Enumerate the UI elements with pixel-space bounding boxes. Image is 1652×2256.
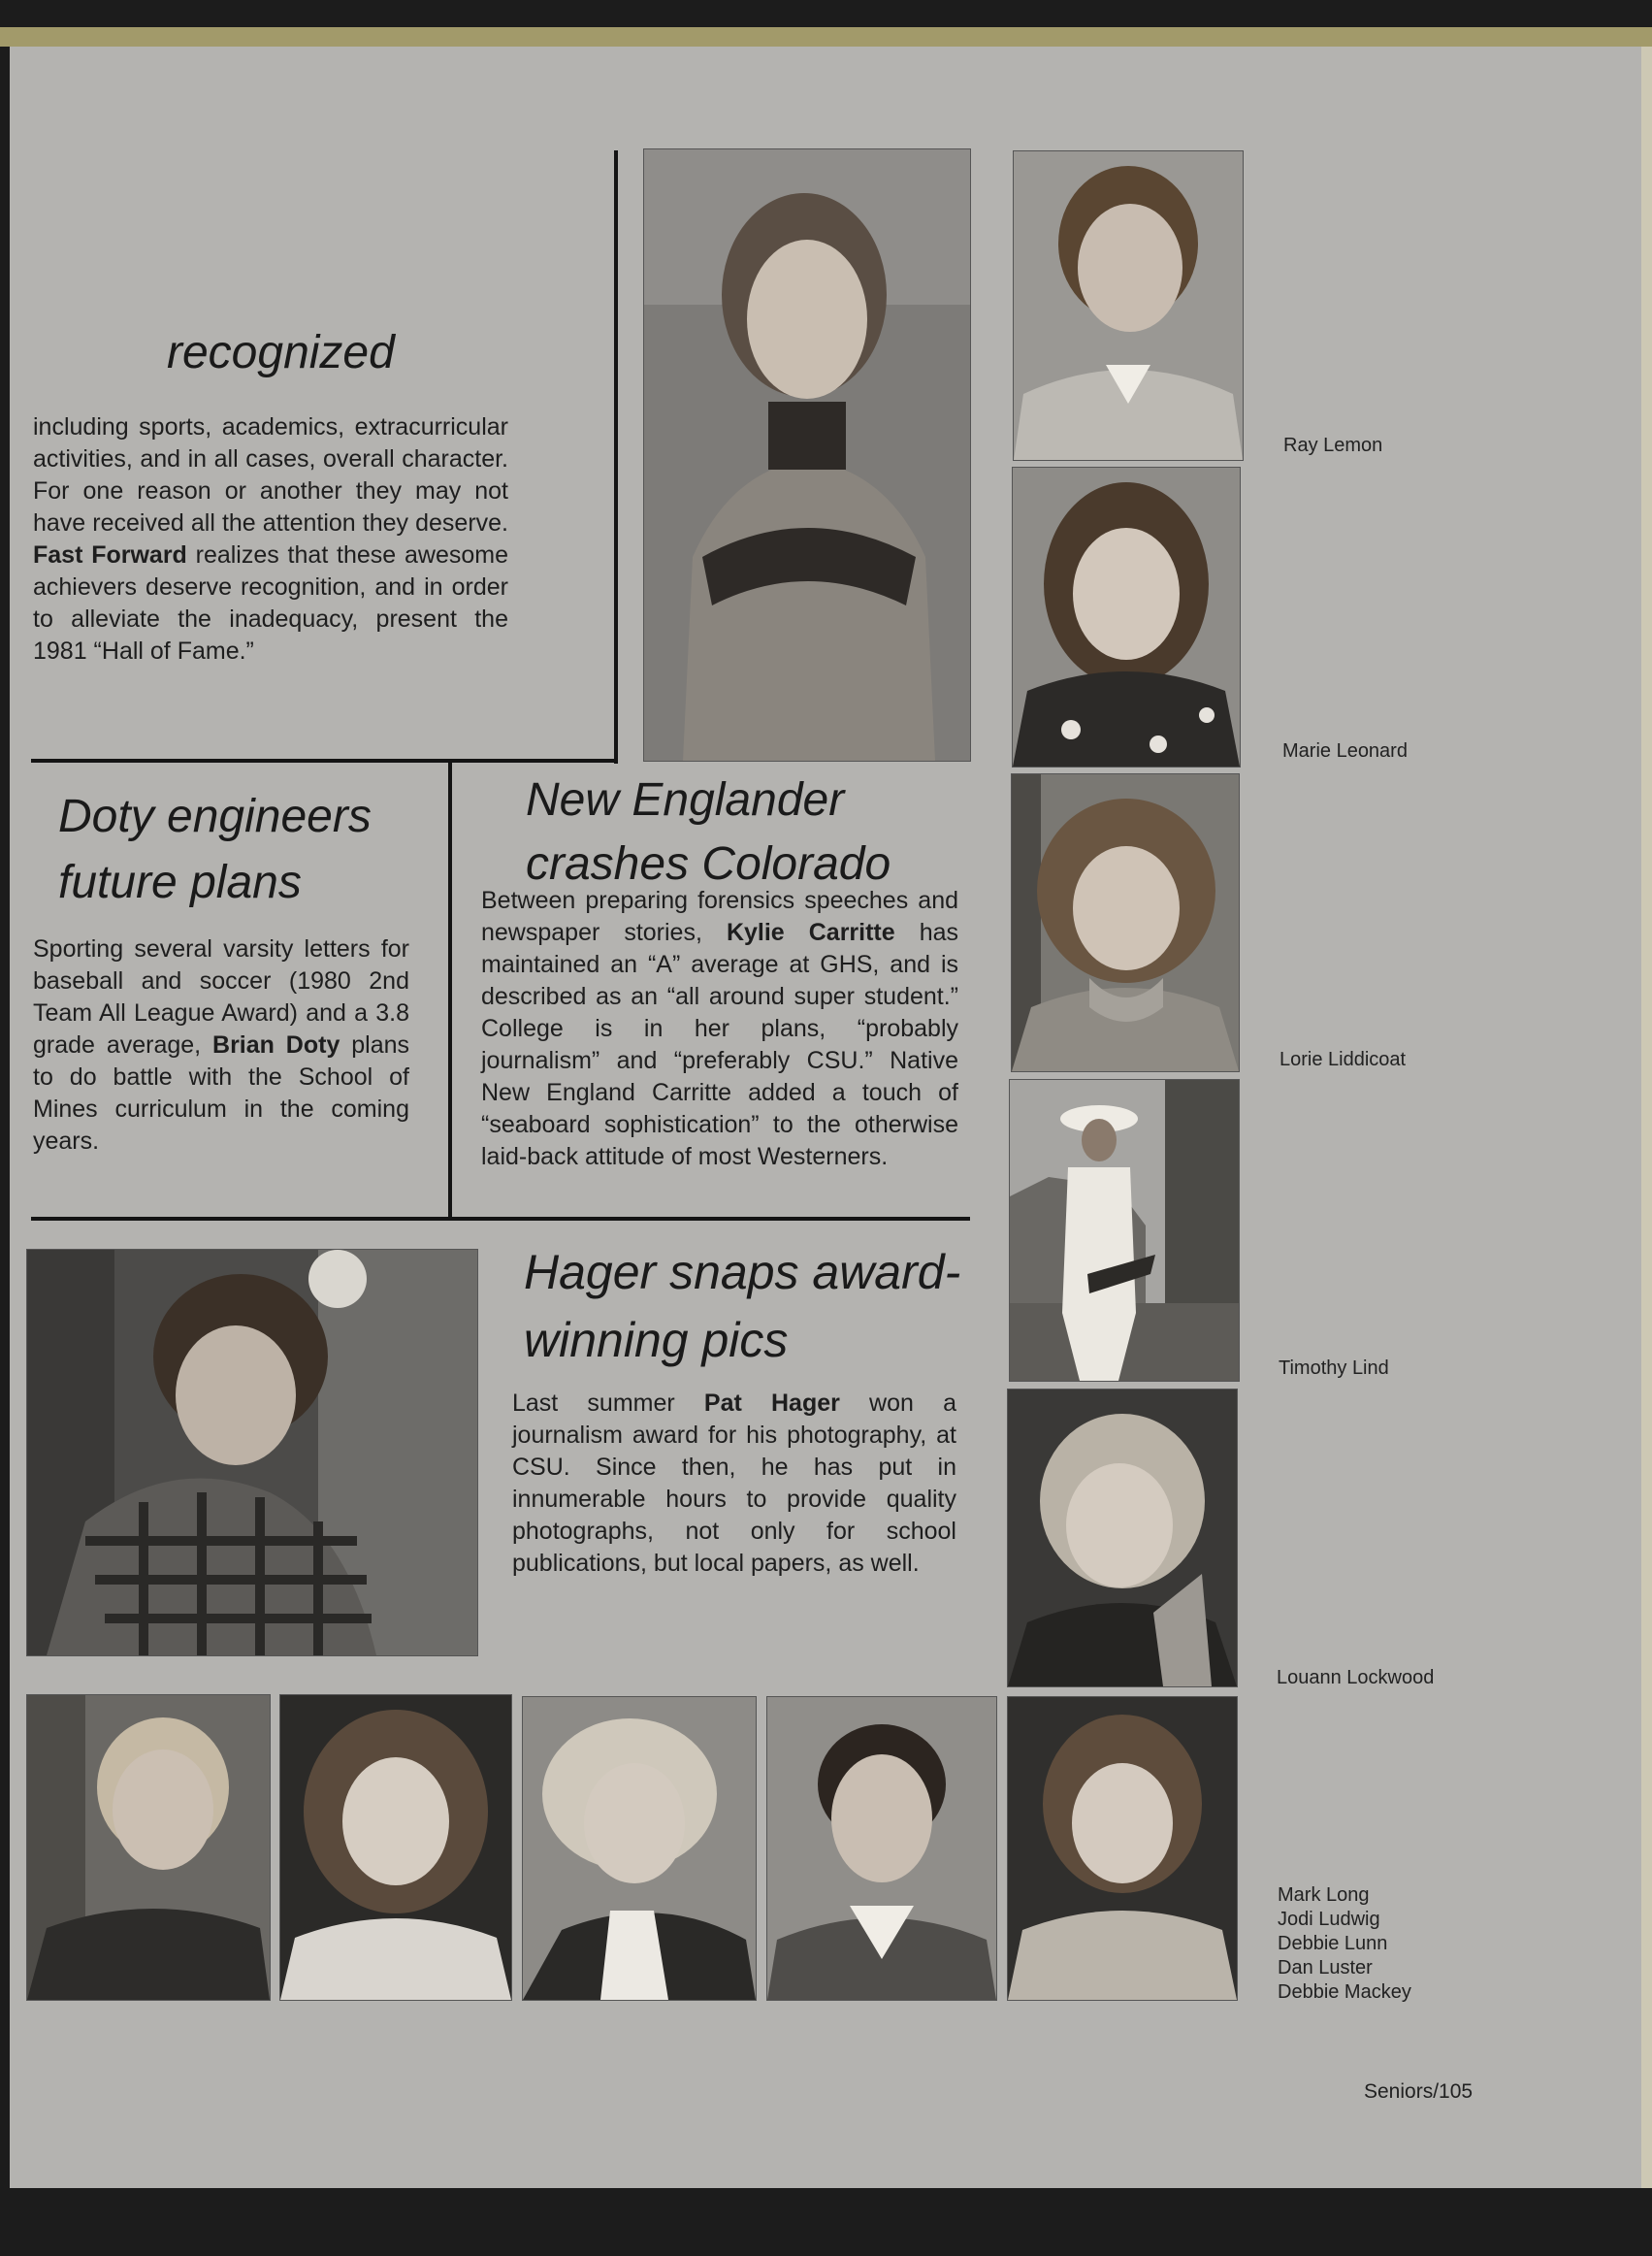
name-jodi-ludwig: Jodi Ludwig (1278, 1909, 1380, 1930)
name-debbie-lunn: Debbie Lunn (1278, 1933, 1388, 1954)
caption-lorie-liddicoat: Lorie Liddicoat (1279, 1049, 1407, 1070)
caption-louann-lockwood: Louann Lockwood (1277, 1667, 1435, 1688)
hager-text (512, 1388, 956, 1580)
photo-kylie-carritte (643, 148, 971, 762)
doty-title-line2: future plans (58, 857, 302, 908)
rule-doty-right (448, 763, 452, 1218)
doty-text-bold: Brian Doty (212, 1031, 340, 1059)
rule-intro-bottom (31, 759, 618, 763)
carritte-title (526, 768, 891, 897)
caption-marie-leonard: Marie Leonard (1282, 740, 1408, 762)
portrait-mark-long (26, 1694, 271, 2001)
intro-text-part1: including sports, academics, extracurricular activities, and in all cases, overall character. For one reason or another they may not have received all the attention they deserve. (33, 413, 508, 537)
hager-title-line2: winning pics (524, 1313, 789, 1367)
hager-title-line1: Hager snaps award- (524, 1245, 961, 1299)
carritte-text (481, 885, 958, 1173)
doty-title-line1: Doty engineers (58, 791, 372, 842)
doty-text-part2: plans to do battle with the School of Mines curriculum in the coming years. (33, 1031, 410, 1155)
intro-text-bold: Fast Forward (33, 541, 187, 569)
name-mark-long: Mark Long (1278, 1884, 1370, 1906)
photo-pat-hager (26, 1249, 478, 1656)
doty-text-part1: Sporting several varsity letters for baseball and soccer (1980 2nd Team All League Award) and a 3.8 grade average, (33, 935, 409, 1059)
intro-title: recognized (167, 327, 395, 378)
hager-text-part2: won a journalism award for his photography, at CSU. Since then, he has put in innumerable hours to provide quality photographs, not only for school publications, but local papers, as well. (512, 1390, 956, 1577)
portrait-timothy-lind (1009, 1079, 1240, 1382)
portrait-debbie-mackey (1007, 1696, 1238, 2001)
intro-text-part2: realizes that these awesome achievers deserve recognition, and in order to alleviate the inadequacy, present the 1981 “Hall of Fame.” (33, 541, 508, 665)
portrait-ray-lemon (1013, 150, 1244, 461)
carritte-text-bold: Kylie Carritte (726, 919, 895, 946)
doty-text (33, 933, 409, 1158)
page-right-edge (1641, 47, 1652, 2188)
name-dan-luster: Dan Luster (1278, 1957, 1373, 1978)
hager-title (524, 1238, 960, 1374)
carritte-text-part2: has maintained an “A” average at GHS, and is described as an “all around super student.” College is in her plans, “probably journalism” and “preferably CSU.” Native New England Carritte added a touch of “seaboard sophistication” to the otherwise laid-back attitude of most Westerners. (481, 919, 958, 1170)
name-debbie-mackey: Debbie Mackey (1278, 1981, 1411, 2003)
caption-timothy-lind: Timothy Lind (1279, 1357, 1389, 1379)
portrait-marie-leonard (1012, 467, 1241, 768)
page-top-edge (0, 27, 1652, 47)
portrait-debbie-lunn (522, 1696, 757, 2001)
hager-text-part1: Last summer (512, 1390, 675, 1417)
carritte-text-part1: Between preparing forensics speeches and newspaper stories, (481, 887, 958, 946)
portrait-louann-lockwood (1007, 1389, 1238, 1687)
bottom-row-names (1278, 1883, 1411, 2005)
portrait-dan-luster (766, 1696, 997, 2001)
doty-title (58, 784, 372, 916)
portrait-lorie-liddicoat (1011, 773, 1240, 1072)
hager-text-bold: Pat Hager (703, 1390, 840, 1417)
caption-ray-lemon: Ray Lemon (1283, 435, 1383, 456)
carritte-title-line2: crashes Colorado (526, 838, 891, 890)
page-footer: Seniors/105 (1364, 2080, 1474, 2103)
carritte-title-line1: New Englander (526, 774, 845, 826)
rule-mid-horizontal (31, 1217, 970, 1221)
rule-intro-right (614, 150, 618, 764)
portrait-jodi-ludwig (279, 1694, 512, 2001)
intro-text (33, 411, 508, 668)
